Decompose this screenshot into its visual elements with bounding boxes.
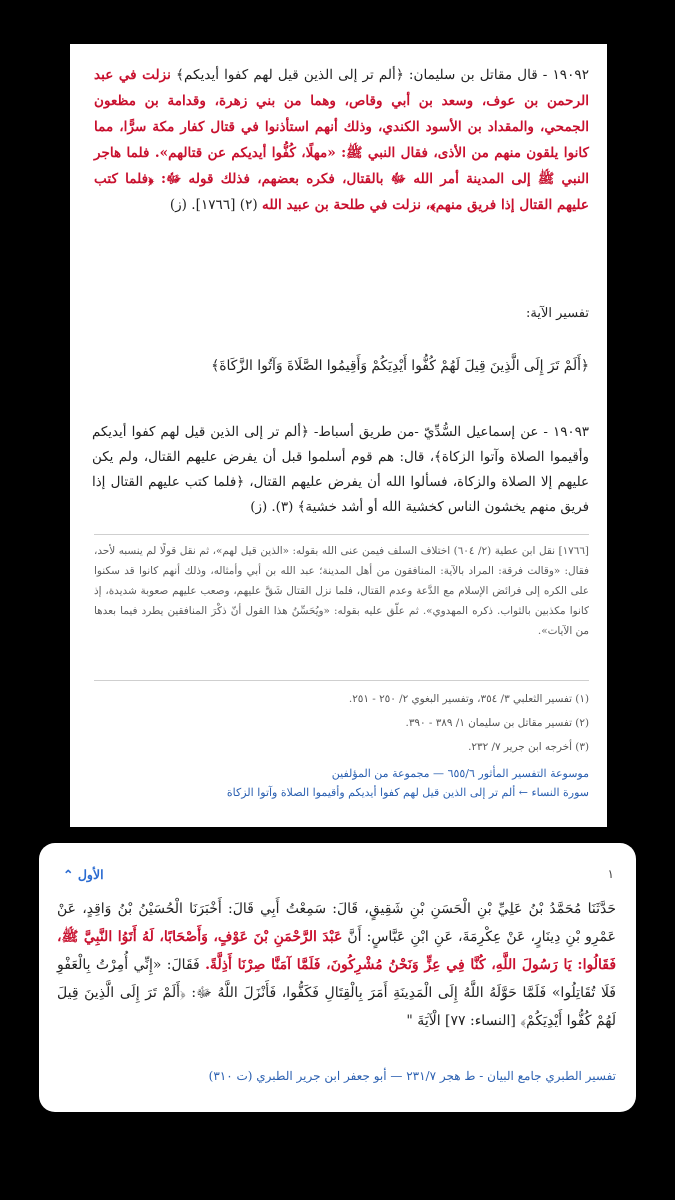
entry-ending: (٢) [١٧٦٦]. (ز) (169, 197, 258, 213)
tafsir-card (70, 44, 607, 827)
first-label: الأول (77, 867, 104, 882)
hadith-card (39, 843, 636, 1112)
entry-19093: ١٩٠٩٣ - عن إسماعيل السُّدِّيّ -من طريق أسباط- ﴿ألم تر إلى الذين قيل لهم كفوا أيديكم وأقيموا الصلاة وآتوا الزكاة﴾، قال: هم قوم أسلموا قبل أن يفرض عليهم القتال، ولم يكن عليهم إلا الصلاة والزكاة، فسألوا الله أن يفرض عليهم القتال، ﴿فلما كتب عليهم القتال إذا فريق منهم يخشون الناس كخشية الله أو أشد خشية﴾ (٣). (ز) (92, 425, 589, 515)
section-title: تفسير الآية: (525, 306, 589, 321)
entry-intro: ١٩٠٩٢ - قال مقاتل بن سليمان: ﴿ألم تر إلى الذين قيل لهم كفوا أيديكم﴾ (176, 67, 589, 83)
chevron-up-icon: ⌃ (63, 867, 74, 882)
references-list (94, 680, 589, 759)
hadith-number: ١ (607, 867, 614, 881)
hadith-chain: حَدَّثَنَا مُحَمَّدُ بْنُ عَلِيِّ بْنِ الْحَسَنِ بْنِ شَقِيقٍ، قَالَ: سَمِعْتُ أَبِي قَالَ: أَخْبَرَنَا الْحُسَيْنُ بْنُ وَاقِدٍ، عَنْ عَمْرِو بْنِ دِينَارٍ، عَنْ عِكْرِمَةَ، عَنِ ابْنِ عَبَّاسٍ: أَنَّ (57, 901, 616, 945)
source-block (90, 764, 589, 802)
first-toggle[interactable] (63, 867, 104, 882)
source-book-link[interactable]: موسوعة التفسير المأثور ٦٥٥/٦ — مجموعة من المؤلفين (331, 767, 589, 780)
hadith-text (57, 895, 616, 1035)
hadith-highlight: عَبْدَ الرَّحْمَنِ بْنَ عَوْفٍ، وَأَصْحَابًا، لَهُ أَتَوُا النَّبِيَّ ﷺ، فَقَالُوا: يَا رَسُولَ اللَّهِ، كُنَّا فِي عِزٍّ وَنَحْنُ مُشْرِكُونَ، فَلَمَّا آمَنَّا صِرْنَا أَذِلَّةً. (57, 929, 617, 973)
reference-item: (٣) أخرجه ابن جرير ٧/ ٢٣٢. (468, 741, 589, 753)
reference-item: (٢) تفسير مقاتل بن سليمان ١/ ٣٨٩ - ٣٩٠. (405, 717, 589, 729)
source-surah-link[interactable]: سورة النساء ← ألم تر إلى الذين قيل لهم كفوا أيديكم وأقيموا الصلاة وآتوا الزكاة (226, 786, 589, 799)
ayah-text: ﴿أَلَمْ تَرَ إِلَى الَّذِينَ قِيلَ لَهُمْ كُفُّوا أَيْدِيَكُمْ وَأَقِيمُوا الصَّلَاةَ وَآتُوا الزَّكَاةَ﴾ (211, 358, 589, 374)
hadith-continuation: فَقَالَ: «إِنِّي أُمِرْتُ بِالْعَفْوِ فَلَا تُقَاتِلُوا» فَلَمَّا حَوَّلَهُ اللَّهُ إِلَى الْمَدِينَةِ أَمَرَ بِالْقِتَالِ فَكَفُّوا، فَأَنْزَلَ اللَّهُ ﷻ: ﴿أَلَمْ تَرَ إِلَى الَّذِينَ قِيلَ لَهُمْ كُفُّوا أَيْدِيَكُمْ﴾ [النساء: ٧٧] الْآيَةَ " (57, 957, 616, 1029)
reference-item: (١) تفسير الثعلبي ٣/ ٣٥٤، وتفسير البغوي ٢/ ٢٥٠ - ٢٥١. (348, 693, 589, 705)
entry-19092 (94, 62, 589, 218)
entry-highlight: نزلت في عبد الرحمن بن عوف، وسعد بن أبي وقاص، وهما من بني زهرة، وقدامة بن مظعون الجمحي، والمقداد بن الأسود الكندي، وذلك أنهم استأذنوا في قتال كفار مكة سرًّا، مما كانوا يلقون منهم من الأذى، فقال النبي ﷺ: «مهلًا، كُفُّوا أيديكم عن قتالهم». فلما هاجر النبي ﷺ إلى المدينة أمر الله ﷻ بالقتال، فكره بعضهم، فذلك قوله ﷻ: ﴿فلما كتب عليهم القتال إذا فريق منهم﴾، نزلت في طلحة بن عبيد الله (94, 67, 589, 213)
hadith-source-link[interactable]: تفسير الطبري جامع البيان - ط هجر ٢٣١/٧ — أبو جعفر ابن جرير الطبري (ت ٣١٠) (208, 1069, 616, 1083)
footnote-1766: [١٧٦٦] نقل ابن عطية (٢/ ٦٠٤) اختلاف السلف فيمن عنى الله بقوله: «الذين قيل لهم»، ثم نقل قولًا لم ينسبه لأحد، فقال: «وقالت فرقة: المراد بالآية: المنافقون من أهل المدينة؛ عبد الله بن أبي وأمثاله، وذلك أنهم كانوا قد سكنوا على الكره إلى فرائض الإسلام مع الدَّعة وعدم القتال، فلما نزل القتال شَقَّ عليهم، وصعب عليهم صعوبة شديدة، إذ كانوا مكذبين بالثواب. ذكره المهدوي». ثم علّق عليه بقوله: «ويُحَسِّنُ هذا القول أنّ ذكْرَ المنافقين يطرد فيما بعدها من الآيات». (94, 534, 589, 641)
